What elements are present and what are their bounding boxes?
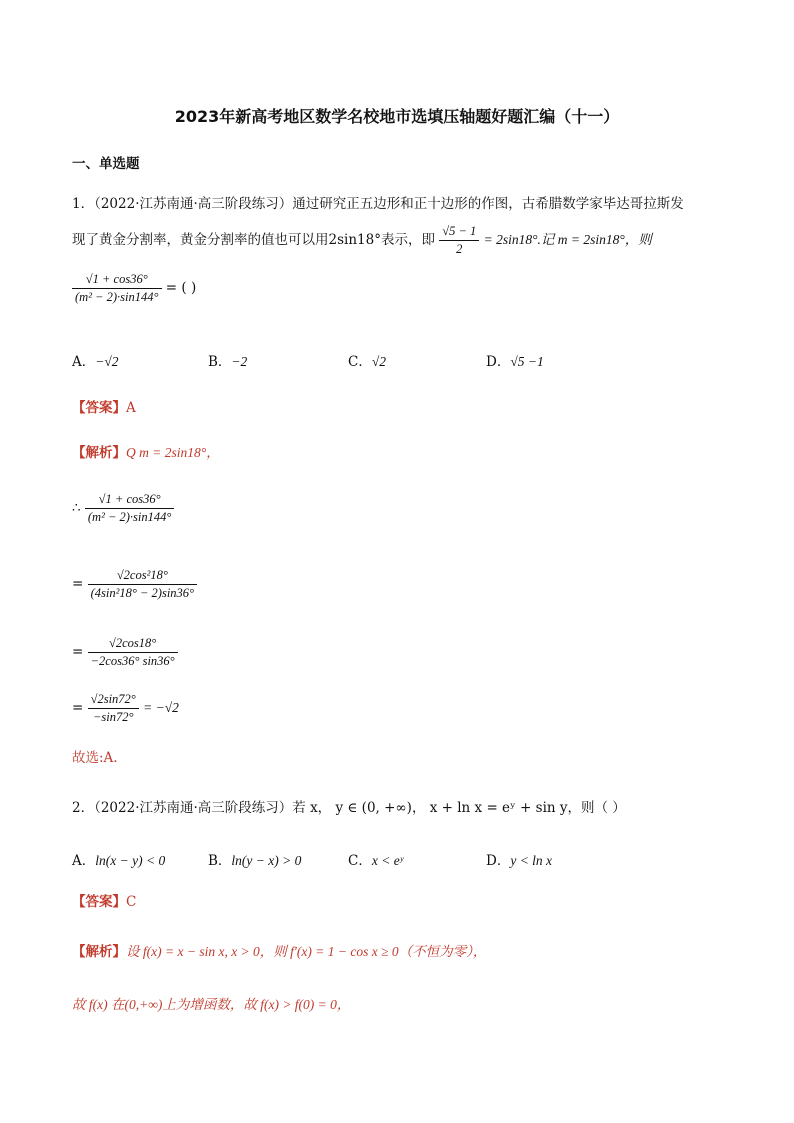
step-fraction [88,568,197,601]
q1-stem-line2-text: 现了黄金分割率，黄金分割率的值也可以用2sin18°表示，即 [72,232,435,248]
step-prefix: = [72,644,84,660]
step-denominator: −sin72° [92,710,134,724]
q2-option-b [208,849,301,869]
answer-tag: 【答案】 [72,894,126,910]
q1-stem-line2-tail: = 2sin18°.记 m = 2sin18°，则 [483,232,652,247]
option-label: C． [348,853,372,869]
q1-conclusion: 故选:A. [72,750,118,766]
option-label: D． [486,853,511,869]
option-label: B． [208,853,232,869]
golden-ratio-numerator: √5 − 1 [439,224,479,241]
option-value: y < ln x [510,853,553,868]
answer-value: C [126,894,137,910]
step-fraction [88,692,139,725]
q1-stem-line1: 1．（2022·江苏南通·高三阶段练习）通过研究正五边形和正十边形的作图，古希腊数学家毕达哥拉斯发 [72,196,684,212]
option-value: −2 [231,354,248,369]
option-value: √5 −1 [510,354,544,369]
option-value: −√2 [95,354,119,369]
step-prefix: = [72,576,84,592]
option-label: A． [72,354,96,370]
q1-expression [72,272,196,305]
step-denominator: (m² − 2)·sin144° [87,510,172,524]
step-numerator: √1 + cos36° [85,492,175,509]
q1-step-2 [72,568,197,601]
q1-option-b [208,350,247,370]
analysis-tag: 【解析】 [72,944,126,960]
q2-answer [72,894,136,910]
option-value: x < eʸ [371,853,404,868]
q2-option-c [348,849,403,869]
analysis-tag: 【解析】 [72,445,126,461]
step-numerator: √2cos²18° [88,568,197,585]
step-numerator: √2cos18° [88,636,178,653]
q1-analysis-intro [72,445,220,461]
q2-stem: 2．（2022·江苏南通·高三阶段练习）若 x， y ∈ (0, +∞)， x + ln x = eʸ + sin y，则（ ） [72,800,626,816]
q1-step-4 [72,692,179,725]
page-title: 2023年新高考地区数学名校地市选填压轴题好题汇编（十一） [174,107,620,126]
step-prefix: = [72,700,84,716]
q2-analysis-line1 [72,944,486,960]
q1-stem-line2 [72,224,652,257]
option-value: ln(x − y) < 0 [95,853,166,868]
q1-option-a [72,350,119,370]
option-label: B． [208,354,232,370]
analysis-text: 设 f(x) = x − sin x, x > 0，则 f′(x) = 1 − cos x ≥ 0（不恒为零）， [126,944,487,959]
q2-option-d [486,849,552,869]
option-value: ln(y − x) > 0 [231,853,302,868]
option-value: √2 [371,354,387,369]
q1-expression-numerator: √1 + cos36° [72,272,162,289]
step-fraction [88,636,178,669]
answer-value: A [126,400,136,416]
option-label: A． [72,853,96,869]
step-tail: = −√2 [143,700,179,715]
step-denominator: −2cos36° sin36° [90,654,175,668]
golden-ratio-denominator: 2 [456,242,463,256]
answer-tag: 【答案】 [72,400,126,416]
step-denominator: (4sin²18° − 2)sin36° [90,586,195,600]
q1-step-3 [72,636,178,669]
q2-option-a [72,849,165,869]
q2-analysis-line2: 故 f(x) 在(0,+∞)上为增函数，故 f(x) > f(0) = 0， [72,997,351,1012]
q1-step-1 [72,492,174,525]
step-prefix: ∴ [72,500,81,516]
golden-ratio-fraction [439,224,479,257]
q1-expression-denominator: (m² − 2)·sin144° [75,290,159,304]
q1-option-d [486,350,544,370]
option-label: C． [348,354,372,370]
step-numerator: √2sin72° [88,692,139,709]
q1-answer [72,400,136,416]
analysis-intro-text: Q m = 2sin18°， [126,445,220,460]
q1-option-c [348,350,386,370]
option-label: D． [486,354,511,370]
step-fraction [85,492,175,525]
section-heading: 一、单选题 [72,156,140,172]
q1-expression-tail: = ( ) [165,280,197,296]
q1-expression-fraction [72,272,162,305]
